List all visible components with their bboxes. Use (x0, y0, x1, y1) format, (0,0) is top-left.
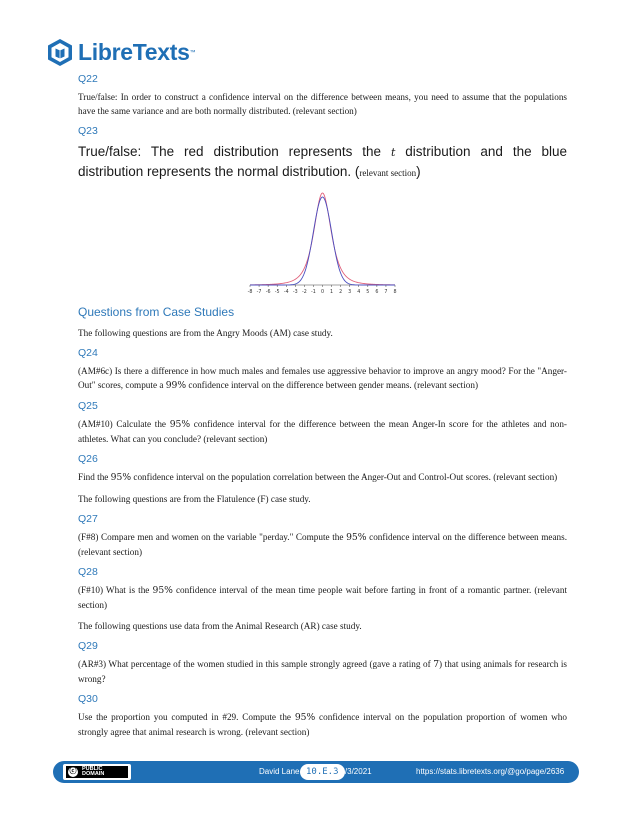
math-value: 95% (152, 585, 173, 596)
question-text (78, 142, 567, 183)
math-value: 95% (346, 532, 367, 543)
x-tick-label: 4 (357, 290, 361, 295)
main-content (78, 73, 567, 746)
math-value: 7 (433, 659, 440, 670)
x-tick-label: 6 (375, 290, 379, 295)
text-segment: ) (416, 164, 421, 179)
question-text (78, 470, 567, 485)
text-segment: Use the proportion you computed in #29. Compute the (78, 712, 295, 722)
question-number: Q25 (78, 400, 98, 412)
text-segment: ) that using animals for research is wrong? (78, 659, 568, 684)
question-number: Q28 (78, 566, 98, 578)
x-tick-label: 1 (330, 290, 334, 295)
footer-url[interactable]: https://stats.libretexts.org/@go/page/2636 (416, 767, 565, 776)
x-tick-label: -5 (274, 290, 280, 295)
section-heading: Questions from Case Studies (78, 305, 235, 319)
question-text (78, 364, 567, 393)
brand-name: LibreTexts (78, 39, 190, 65)
footer-author: David Lane (259, 767, 300, 776)
x-tick-label: -3 (292, 290, 298, 295)
math-value: 99% (165, 380, 187, 391)
question-number: Q22 (78, 73, 98, 85)
question-number: Q30 (78, 693, 98, 705)
x-tick-label: -8 (247, 290, 253, 295)
text-segment: confidence interval on the difference between means. (relevant section) (78, 532, 568, 557)
question-text (78, 530, 567, 559)
text-segment: (AR#3) What percentage of the women studied in this sample strongly agreed (gave a rating of (78, 659, 434, 669)
text-segment: confidence interval on the population correlation between the Anger-Out and Control-Out scores. (relevant section) (131, 472, 558, 482)
x-tick-label: 2 (339, 290, 343, 295)
series-line-t (250, 193, 395, 285)
footer-page-number: 10.E.3 (300, 764, 345, 780)
x-tick-label: -6 (265, 290, 271, 295)
libretexts-logo[interactable] (47, 38, 196, 67)
x-tick-label: 3 (348, 290, 352, 295)
x-tick-label: -7 (256, 290, 262, 295)
question-number: Q24 (78, 347, 98, 359)
text-segment: (AM#10) Calculate the (78, 419, 170, 429)
question-text: The following questions are from the Angry Moods (AM) case study. (78, 328, 333, 338)
text-segment: (AM#6c) Is there a difference in how much males and females use aggressive behavior to improve an angry mood? For the "Anger-Out" scores, compute a (78, 366, 567, 390)
text-segment: True/false: The red distribution represents the (78, 144, 391, 159)
question-text (78, 583, 567, 612)
question-text: The following questions use data from the Animal Research (AR) case study. (78, 621, 362, 631)
x-tick-label: 7 (384, 290, 388, 295)
math-value: 95% (294, 712, 316, 723)
math-value: 95% (169, 419, 191, 430)
public-domain-icon: ⓒ (69, 768, 77, 775)
text-segment: distribution and the blue distribution represents the normal distribution. ( (78, 144, 567, 179)
page-footer (53, 761, 579, 783)
brand-trademark: ™ (189, 49, 196, 56)
public-domain-badge[interactable] (63, 764, 131, 780)
text-segment: confidence interval on the population proportion of women who strongly agree that animal research is wrong. (relevant section) (78, 712, 567, 737)
text-segment: confidence interval of the mean time people wait before farting in front of a romantic partner. (relevant section) (78, 585, 568, 610)
question-number: Q27 (78, 513, 98, 525)
footer-date: 12/3/2021 (336, 767, 372, 776)
x-tick-label: -2 (301, 290, 307, 295)
x-tick-label: -1 (311, 290, 316, 295)
math-variable: t (390, 146, 396, 159)
x-tick-label: 8 (393, 290, 397, 295)
relevant-section-link[interactable]: relevant section (359, 168, 417, 178)
question-number: Q29 (78, 640, 98, 652)
question-text: True/false: In order to construct a confidence interval on the difference between means, you need to assume that the populations have the same variance and are both normally distributed. (relevant section) (78, 92, 567, 116)
x-tick-label: -4 (283, 290, 289, 295)
x-tick-label: 5 (366, 290, 370, 295)
x-tick-label: 0 (320, 290, 325, 295)
question-number: Q26 (78, 453, 98, 465)
question-text (78, 417, 567, 446)
text-segment: confidence interval for the difference between the mean Anger-In score for the athletes and non-athletes. What can you conclude? (relevant section) (78, 419, 567, 444)
question-text (78, 657, 567, 686)
series-line-normal (250, 197, 395, 285)
license-line-1: PUBLIC (82, 765, 103, 772)
math-value: 95% (110, 472, 132, 483)
question-text (78, 710, 567, 739)
text-segment: (F#10) What is the (78, 585, 153, 595)
distribution-chart (245, 187, 400, 297)
text-segment: Find the (78, 472, 111, 482)
question-number: Q23 (78, 125, 98, 137)
text-segment: (F#8) Compare men and women on the variable "perday." Compute the (78, 532, 347, 542)
libretexts-logo-icon (47, 38, 73, 67)
question-text: The following questions are from the Flatulence (F) case study. (78, 494, 311, 504)
license-line-2: DOMAIN (82, 771, 105, 777)
text-segment: confidence interval on the difference between gender means. (relevant section) (186, 380, 479, 390)
